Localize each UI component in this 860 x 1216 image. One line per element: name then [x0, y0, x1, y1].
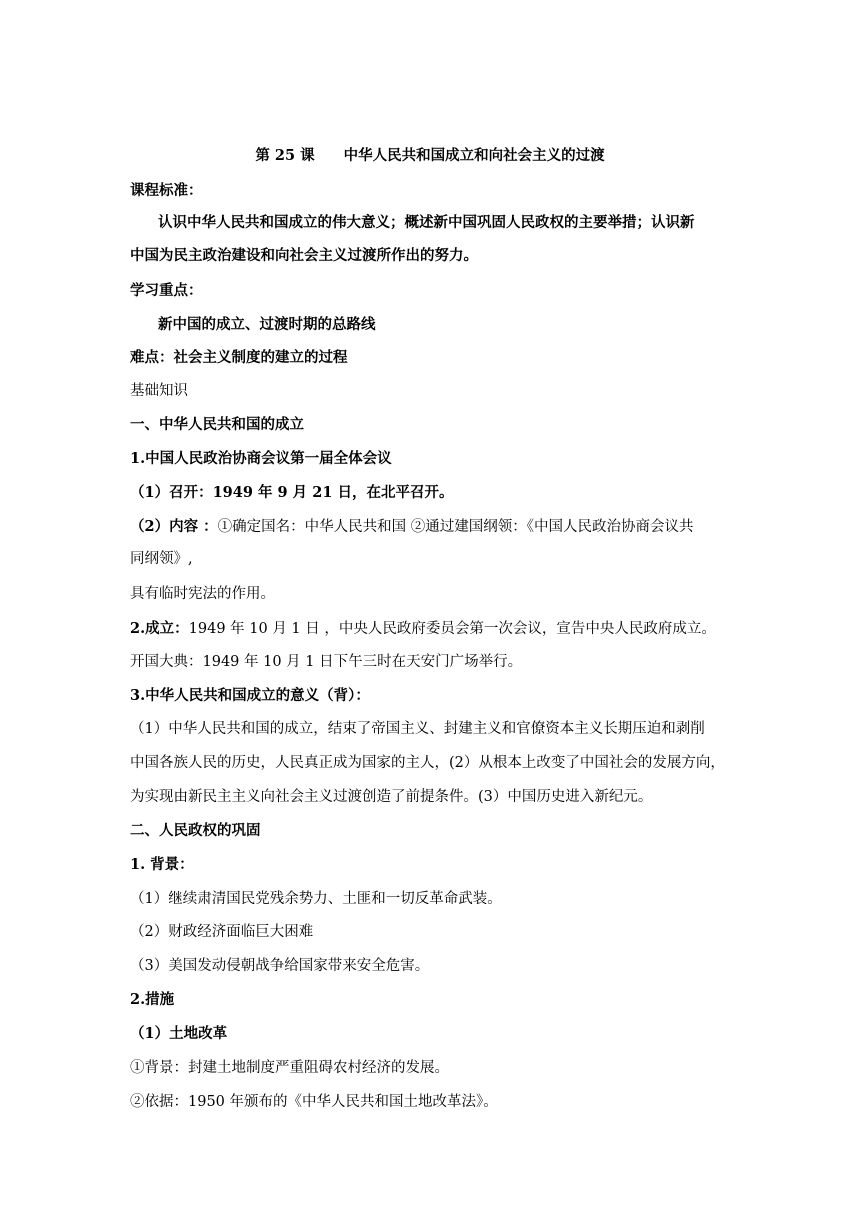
section-1-item-1b-cont: 同纲领》,: [130, 551, 193, 567]
section-1-item-1a: （1）召开：1949 年 9 月 21 日，在北平召开。: [130, 484, 454, 501]
item-1b-label: （2）内容 ：: [130, 518, 218, 535]
course-standard-text-2: 中国为民主政治建设和向社会主义过渡所作出的努力。: [130, 247, 478, 264]
section-1-item-3c: 为实现由新民主主义向社会主义过渡创造了前提条件。(3）中国历史进入新纪元。: [130, 789, 653, 805]
section-2-item-1b: （2）财政经济面临巨大困难: [130, 924, 314, 940]
section-2-item-2a: （1）土地改革: [130, 1025, 228, 1042]
focus-heading: 学习重点：: [130, 282, 203, 299]
section-1-item-2b: 开国大典：1949 年 10 月 1 日下午三时在天安门广场举行。: [130, 654, 523, 670]
section-1-heading: 一、中华人民共和国的成立: [130, 416, 304, 433]
item-1b-text: ①确定国名：中华人民共和国 ②通过建国纲领：《中国人民政治协商会议共: [217, 519, 694, 535]
difficulty-line: 难点：社会主义制度的建立的过程: [130, 349, 348, 366]
section-1-item-3b: 中国各族人民的历史，人民真正成为国家的主人，(2）从根本上改变了中国社会的发展方向，: [130, 755, 725, 771]
basics-label: 基础知识: [130, 383, 188, 399]
course-standard-text-1: 认识中华人民共和国成立的伟大意义；概述新中国巩固人民政权的主要举措；认识新: [158, 214, 695, 231]
section-1-item-2: [130, 619, 730, 639]
item-2-text: 1949 年 10 月 1 日 ，中央人民政府委员会第一次会议，宣告中央人民政府成立。: [188, 621, 716, 637]
item-2-label: 2.成立：: [130, 620, 189, 637]
section-1-item-3a: （1）中华人民共和国的成立，结束了帝国主义、封建主义和官僚资本主义长期压迫和剥削: [130, 721, 705, 737]
focus-text: 新中国的成立、过渡时期的总路线: [158, 316, 376, 333]
section-2-item-1: 1. 背景：: [130, 856, 194, 873]
section-2-item-2a2: ②依据：1950 年颁布的《中华人民共和国土地改革法》。: [130, 1094, 498, 1110]
section-2-item-2a1: ①背景：封建土地制度严重阻碍农村经济的发展。: [130, 1060, 449, 1076]
section-1-item-3: 3.中华人民共和国成立的意义（背）：: [130, 687, 370, 704]
section-2-item-1c: （3）美国发动侵朝战争给国家带来安全危害。: [130, 958, 430, 974]
page-title: 第 25 课 中华人民共和国成立和向社会主义的过渡: [255, 147, 605, 164]
section-1-item-1: 1.中国人民政治协商会议第一届全体会议: [130, 450, 392, 467]
course-standard-heading: 课程标准：: [130, 182, 203, 199]
section-1-item-1b-cont-2: 具有临时宪法的作用。: [130, 586, 275, 602]
section-2-item-1a: （1）继续肃清国民党残余势力、土匪和一切反革命武装。: [130, 891, 502, 907]
section-1-item-1b: [130, 517, 730, 537]
section-2-item-2: 2.措施: [130, 991, 175, 1008]
section-2-heading: 二、人民政权的巩固: [130, 822, 261, 839]
